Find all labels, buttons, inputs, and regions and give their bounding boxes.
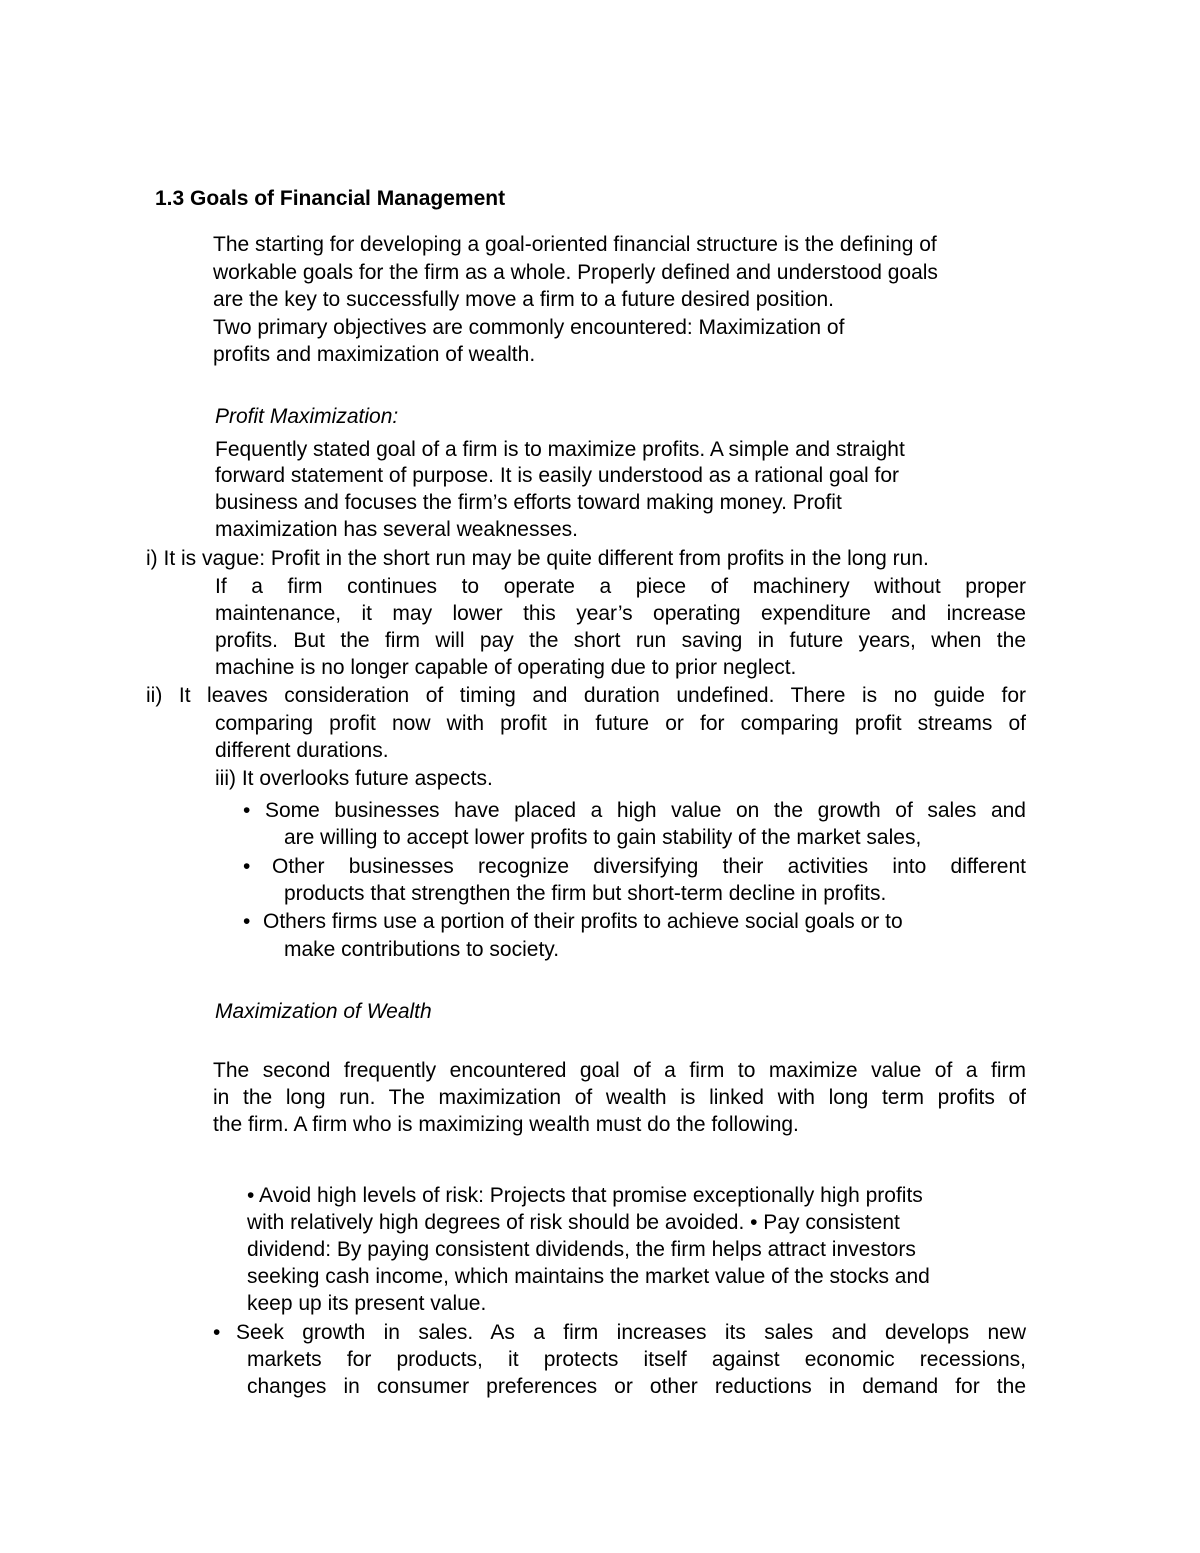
list-item: Others firms use a portion of their profits to achieve social goals or to bbox=[263, 910, 903, 933]
point-i-line: profits. But the firm will pay the short run saving in future years, when the bbox=[215, 629, 1026, 652]
bullet-icon: • bbox=[243, 855, 251, 878]
profit-max-line: maximization has several weaknesses. bbox=[215, 518, 578, 541]
wealth-max-line: the firm. A firm who is maximizing wealth must do the following. bbox=[213, 1113, 799, 1136]
point-ii-line: different durations. bbox=[215, 739, 389, 762]
profit-max-heading: Profit Maximization: bbox=[215, 405, 399, 428]
bullet-icon: • bbox=[243, 799, 251, 822]
intro-line: Two primary objectives are commonly encountered: Maximization of bbox=[213, 316, 845, 339]
wealth-bullet-line: • Avoid high levels of risk: Projects that promise exceptionally high profits bbox=[247, 1184, 923, 1207]
point-i-line: maintenance, it may lower this year’s operating expenditure and increase bbox=[215, 602, 1026, 625]
wealth-max-line: in the long run. The maximization of wealth is linked with long term profits of bbox=[213, 1086, 1026, 1109]
intro-line: are the key to successfully move a firm to a future desired position. bbox=[213, 288, 834, 311]
profit-max-line: Fequently stated goal of a firm is to maximize profits. A simple and straight bbox=[215, 438, 905, 461]
point-i-line: i) It is vague: Profit in the short run may be quite different from profits in the long run. bbox=[146, 547, 929, 570]
point-i-line: If a firm continues to operate a piece of machinery without proper bbox=[215, 575, 1026, 598]
wealth-max-heading: Maximization of Wealth bbox=[215, 1000, 432, 1023]
profit-max-line: forward statement of purpose. It is easily understood as a rational goal for bbox=[215, 464, 900, 487]
list-item: are willing to accept lower profits to gain stability of the market sales, bbox=[284, 826, 922, 849]
wealth-bullet-line: with relatively high degrees of risk should be avoided. • Pay consistent bbox=[247, 1211, 900, 1234]
bullet-icon: • bbox=[243, 910, 251, 933]
point-i-line: machine is no longer capable of operating due to prior neglect. bbox=[215, 656, 797, 679]
intro-line: The starting for developing a goal-oriented financial structure is the defining of bbox=[213, 233, 937, 256]
list-item: Seek growth in sales. As a firm increases its sales and develops new bbox=[236, 1321, 1026, 1344]
list-item: Other businesses recognize diversifying their activities into different bbox=[272, 855, 1026, 878]
bullet-icon: • bbox=[213, 1321, 221, 1344]
list-item: make contributions to society. bbox=[284, 938, 560, 961]
intro-line: workable goals for the firm as a whole. Properly defined and understood goals bbox=[213, 261, 938, 284]
list-item: products that strengthen the firm but short-term decline in profits. bbox=[284, 882, 887, 905]
point-ii-line: ii) It leaves consideration of timing and duration undefined. There is no guide for bbox=[146, 684, 1026, 707]
wealth-bullet-line: keep up its present value. bbox=[247, 1292, 487, 1315]
point-iii-line: iii) It overlooks future aspects. bbox=[215, 767, 493, 790]
wealth-max-line: The second frequently encountered goal of a firm to maximize value of a firm bbox=[213, 1059, 1026, 1082]
list-item: changes in consumer preferences or other reductions in demand for the bbox=[247, 1375, 1026, 1398]
intro-line: profits and maximization of wealth. bbox=[213, 343, 536, 366]
wealth-bullet-line: seeking cash income, which maintains the market value of the stocks and bbox=[247, 1265, 930, 1288]
point-ii-line: comparing profit now with profit in future or for comparing profit streams of bbox=[215, 712, 1026, 735]
list-item: Some businesses have placed a high value on the growth of sales and bbox=[265, 799, 1026, 822]
profit-max-line: business and focuses the firm’s efforts toward making money. Profit bbox=[215, 491, 842, 514]
section-title: 1.3 Goals of Financial Management bbox=[155, 187, 506, 210]
list-item: markets for products, it protects itself against economic recessions, bbox=[247, 1348, 1026, 1371]
wealth-bullet-line: dividend: By paying consistent dividends, the firm helps attract investors bbox=[247, 1238, 916, 1261]
